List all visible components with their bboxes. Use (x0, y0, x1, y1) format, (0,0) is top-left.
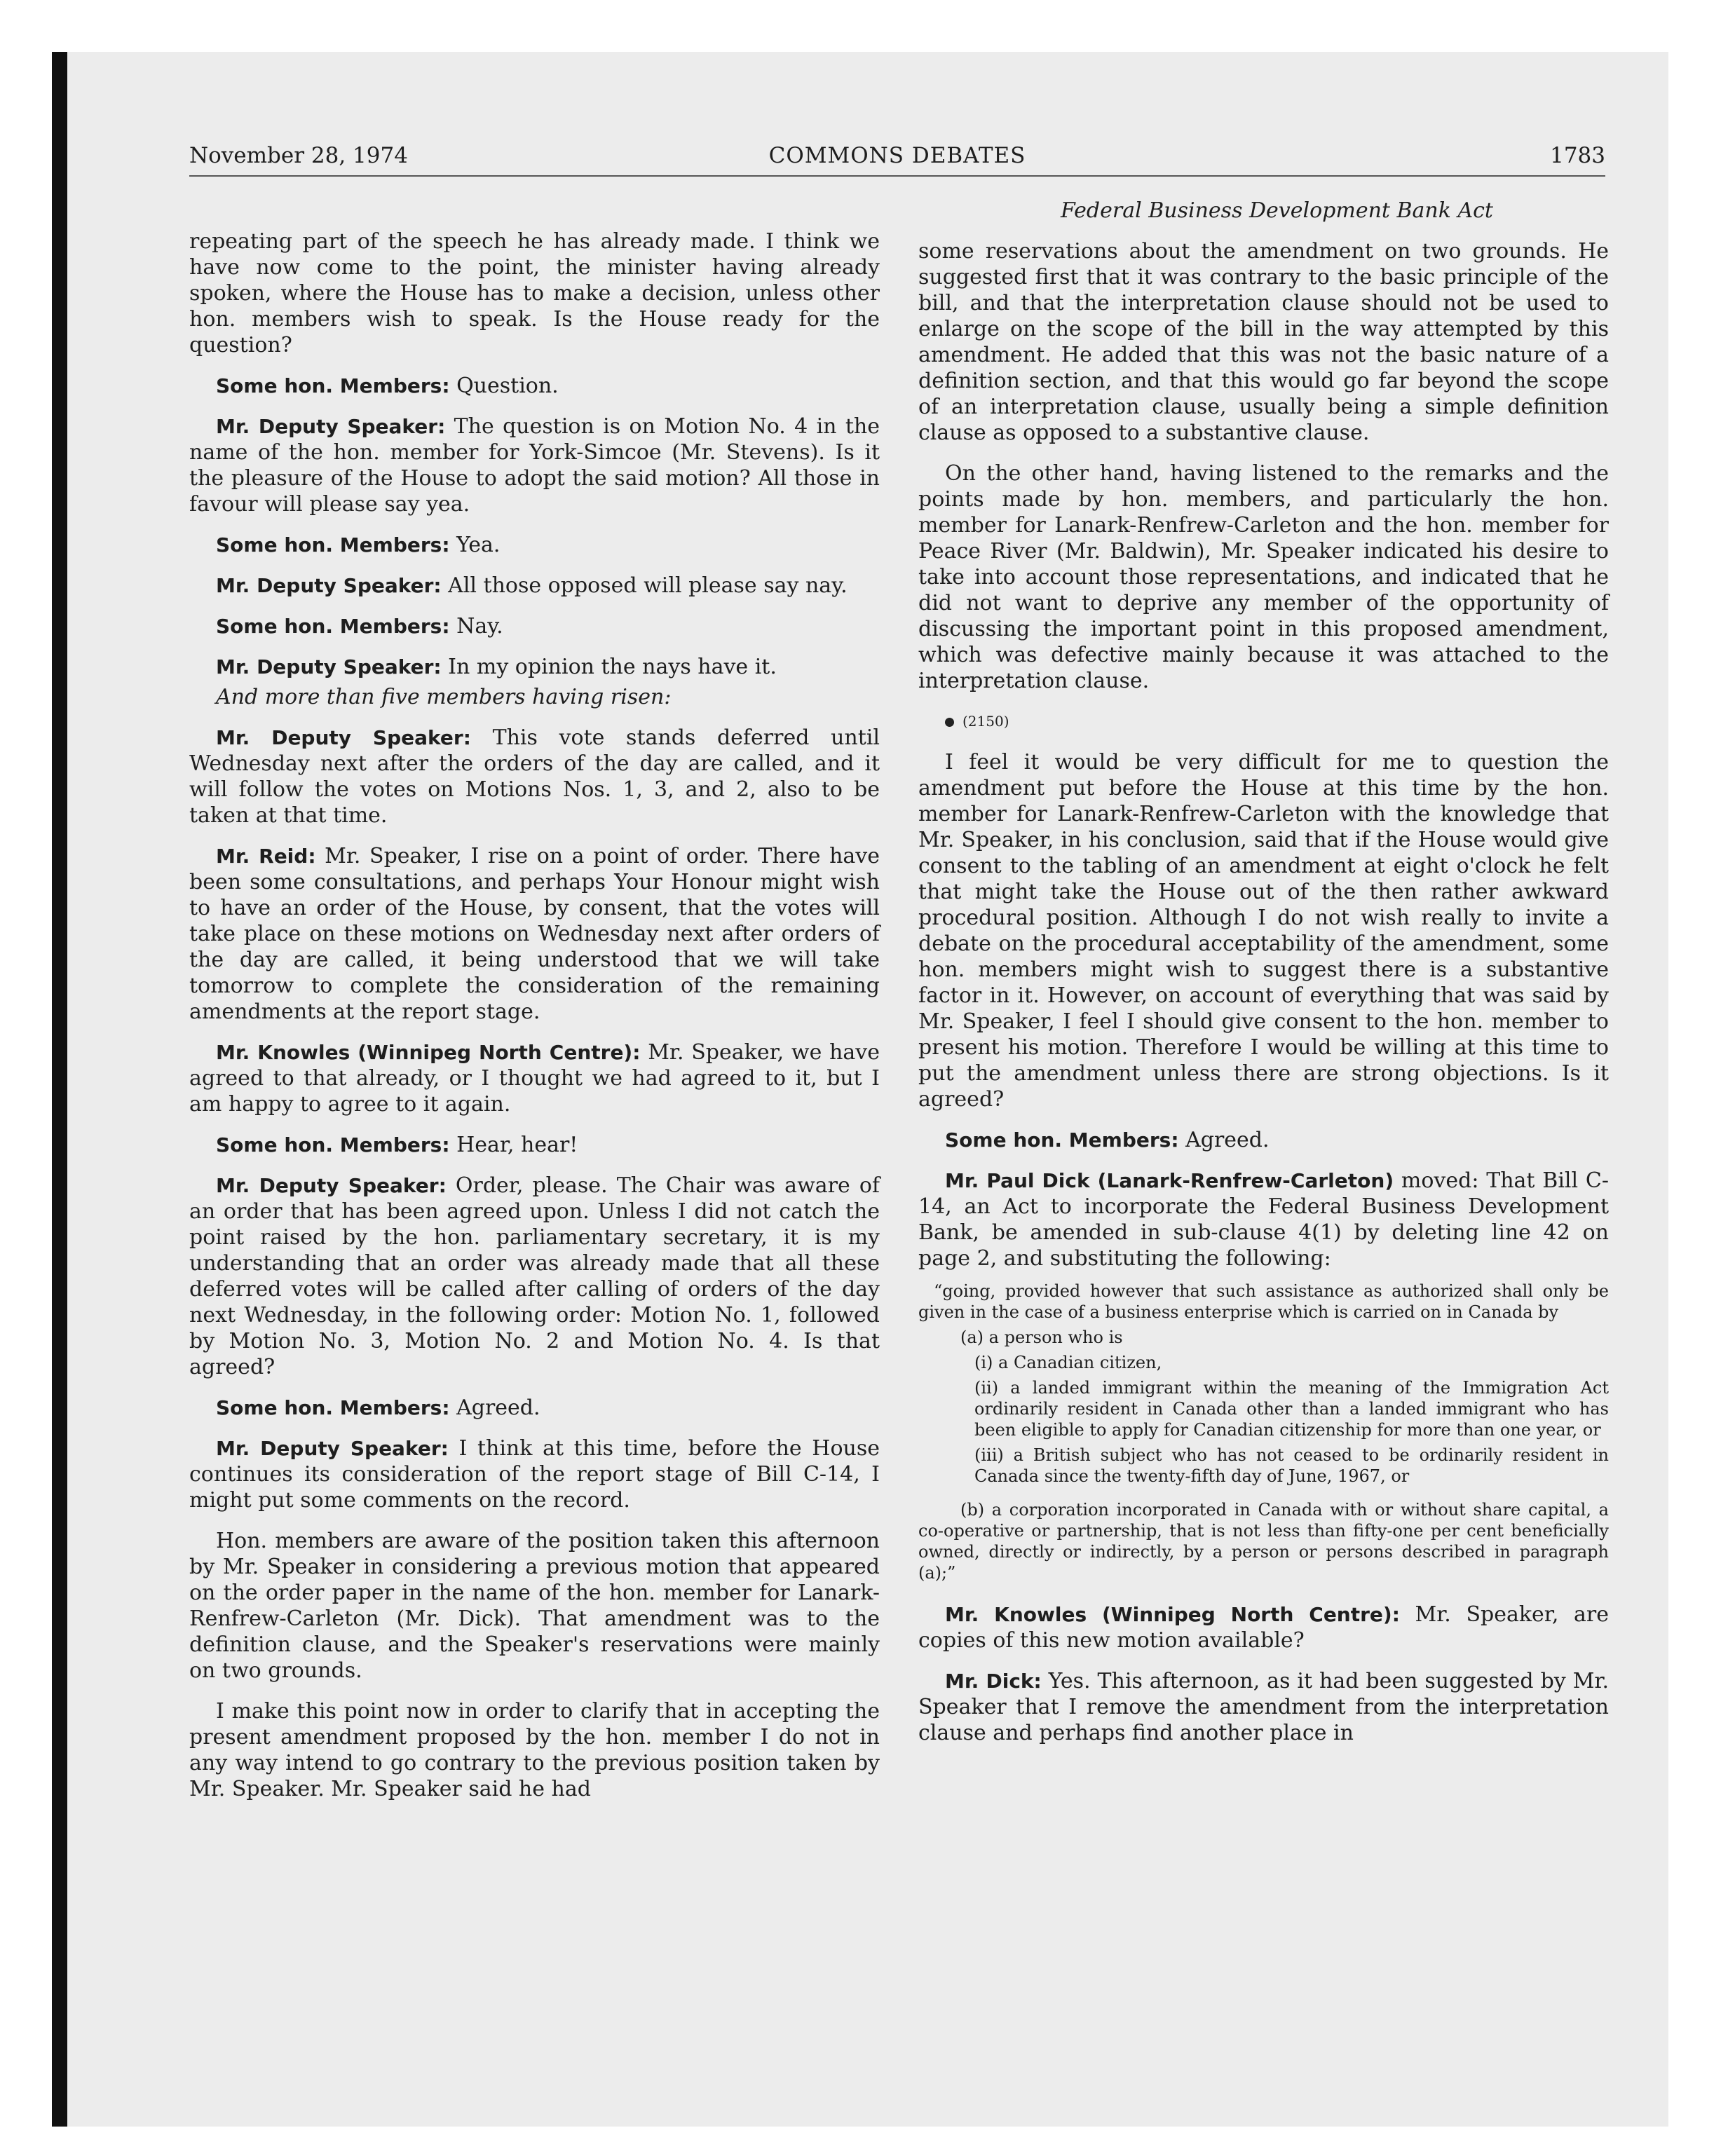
speaker-name: Some hon. Members: (216, 1396, 450, 1419)
speaker-name: Mr. Knowles (Winnipeg North Centre): (216, 1041, 641, 1064)
paragraph (189, 1173, 880, 1380)
speaker-name: Mr. Deputy Speaker: (216, 1174, 447, 1197)
paragraph: some reservations about the amendment on two grounds. He suggested first that it was contrary to the basic principle of the bill, and that the interpretation clause should not be used to enlarge on the scope of the bill in the way attempted by this amendment. He added that this was not the basic nature of a definition section, and that this would go far beyond the scope of an interpretation clause, usually being a simple definition clause as opposed to a substantive clause. (918, 239, 1609, 445)
section-title: Federal Business Development Bank Act (1061, 198, 1493, 223)
speaker-name: Some hon. Members: (945, 1128, 1179, 1152)
paragraph: On the other hand, having listened to the remarks and the points made by hon. members, and particularly the hon. member for Lanark-Renfrew-Carleton and the hon. member for Peace River (Mr. Baldwin), Mr. Speaker indicated his desire to take into account those representations, and indicated that he did not want to deprive any member of the opportunity of discussing the important point in this proposed amendment, which was defective mainly because it was attached to the interpretation clause. (918, 461, 1609, 693)
paragraph (189, 843, 880, 1025)
speech-text: Yes. This afternoon, as it had been suggested by Mr. Speaker that I remove the amendment from the interpretation clause and perhaps find another place in (918, 1669, 1609, 1745)
speech-text: In my opinion the nays have it. (441, 655, 777, 679)
amendment-quote (918, 1281, 1609, 1583)
speaker-name: Mr. Knowles (Winnipeg North Centre): (945, 1603, 1400, 1626)
paragraph: I feel it would be very difficult for me to question the amendment put before the House at this time by the hon. member for Lanark-Renfrew-Carleton with the knowledge that Mr. Speaker, in his conclusion, said that if the House would give consent to the tabling of an amendment at eight o'clock he felt that might take the House out of the then rather awkward procedural position. Although I do not wish really to invite a debate on the procedural acceptability of the amendment, some hon. members might wish to suggest there is a substantive factor in it. However, on account of everything that was said by Mr. Speaker, I feel I should give consent to the hon. member to present his motion. Therefore I would be willing at this time to put the amendment unless there are strong objections. Is it agreed? (918, 750, 1609, 1112)
speech-text: Hear, hear! (449, 1133, 578, 1157)
speech-text: Agreed. (1178, 1128, 1270, 1152)
speech-text: All those opposed will please say nay. (441, 573, 848, 598)
speaker-name: Mr. Reid: (216, 845, 316, 868)
header-title: COMMONS DEBATES (768, 143, 1026, 168)
paragraph (189, 373, 880, 399)
paragraph (189, 532, 880, 558)
speech-text: moved: That Bill C-14, an Act to incorporate the Federal Business Development Bank, be amended in sub-clause 4(1) by deleting line 42 on page 2, and substituting the following: (918, 1168, 1609, 1271)
header-page-number: 1783 (1550, 143, 1605, 168)
paragraph (189, 654, 880, 680)
speech-text: I think at this time, before the House continues its consideration of the report stage of Bill C-14, I might put some comments on the record. (189, 1436, 880, 1513)
paragraph: I make this point now in order to clarify that in accepting the present amendment proposed by the hon. member I do not in any way intend to go contrary to the previous position taken by Mr. Speaker. Mr. Speaker said he had (189, 1699, 880, 1801)
quote-subclause-i: (i) a Canadian citizen, (974, 1353, 1162, 1372)
paragraph (189, 1039, 880, 1117)
speech-text: Mr. Speaker, we have agreed to that already, or I thought we had agreed to it, but I am happy to agree to it again. (189, 1040, 880, 1117)
paragraph (189, 1132, 880, 1158)
speech-text: Order, please. The Chair was aware of an order that has been agreed upon. Unless I did not catch the point raised by the hon. parliamentary secretary, it is my understanding that an order was already made that all these deferred votes will be called after calling of orders of the day next Wednesday, in the following order: Motion No. 1, followed by Motion No. 3, Motion No. 2 and Motion No. 4. Is that agreed? (189, 1173, 880, 1379)
paragraph (189, 1395, 880, 1421)
speech-text: Agreed. (449, 1396, 540, 1420)
speaker-name: Mr. Deputy Speaker: (216, 655, 442, 678)
speaker-name: Some hon. Members: (216, 615, 450, 638)
paragraph (189, 725, 880, 828)
paragraph (189, 613, 880, 639)
speaker-name: Some hon. Members: (216, 1133, 450, 1157)
speaker-name: Mr. Deputy Speaker: (216, 726, 471, 749)
speaker-name: Some hon. Members: (216, 374, 450, 397)
paragraph (189, 573, 880, 599)
quote-clause-b: (b) a corporation incorporated in Canada with or without share capital, a co-operative or partnership, that is not less than fifty-one per cent beneficially owned, directly or indirectly, by a person or persons described in paragraph (a);” (918, 1500, 1609, 1583)
left-column (189, 228, 880, 1817)
paragraph: repeating part of the speech he has already made. I think we have now come to the point, the minister having already spoken, where the House has to make a decision, unless other hon. members wish to speak. Is the House ready for the question? (189, 229, 880, 357)
speaker-name: Some hon. Members: (216, 533, 450, 557)
speech-text: This vote stands deferred until Wednesday next after the orders of the day are called, and it will follow the votes on Motions Nos. 1, 3, and 2, also to be taken at that time. (189, 725, 880, 828)
time-marker-text: (2150) (962, 713, 1009, 730)
time-marker (918, 709, 1609, 735)
speech-text: Mr. Speaker, are copies of this new motion available? (918, 1602, 1609, 1653)
speech-text: Mr. Speaker, I rise on a point of order. There have been some consultations, and perhaps Your Honour might wish to have an order of the House, by consent, that the votes will take place on these motions on Wednesday next after orders of the day are called, it being understood that we will take tomorrow to complete the consideration of the remaining amendments at the report stage. (189, 844, 880, 1024)
speaker-name: Mr. Deputy Speaker: (216, 1437, 449, 1460)
paragraph (918, 1668, 1609, 1746)
speech-text: The question is on Motion No. 4 in the name of the hon. member for York-Simcoe (Mr. Stevens). Is it the pleasure of the House to adopt the said motion? All those in favour will please say yea. (189, 414, 880, 517)
bullet-dot-icon (945, 718, 954, 727)
procedural-note: And more than five members having risen: (216, 685, 672, 709)
speaker-name: Mr. Dick: (945, 1670, 1042, 1693)
paragraph (918, 1602, 1609, 1653)
quote-subclause-ii: (ii) a landed immigrant within the meaning of the Immigration Act ordinarily resident in Canada other than a landed immigrant who has been eligible to apply for Canadian citizenship for more than one year, or (974, 1378, 1609, 1440)
speech-text: Nay. (449, 614, 503, 639)
paragraph (189, 414, 880, 517)
quote-clause-a: (a) a person who is (960, 1328, 1123, 1347)
quote-intro: “going, provided however that such assistance as authorized shall only be given in the case of a business enterprise which is carried on in Canada by (918, 1281, 1609, 1322)
speech-text: Question. (449, 374, 559, 398)
right-column (918, 198, 1609, 1761)
quote-subclause-iii: (iii) a British subject who has not ceased to be ordinarily resident in Canada since the twenty-fifth day of June, 1967, or (974, 1445, 1609, 1486)
running-header (189, 139, 1605, 177)
header-date: November 28, 1974 (189, 143, 408, 168)
speech-text: Yea. (449, 533, 501, 557)
paragraph (918, 1127, 1609, 1153)
paragraph (918, 1168, 1609, 1271)
speaker-name: Mr. Paul Dick (Lanark-Renfrew-Carleton) (945, 1169, 1394, 1192)
speaker-name: Mr. Deputy Speaker: (216, 574, 442, 597)
paragraph: Hon. members are aware of the position taken this afternoon by Mr. Speaker in considering a previous motion that appeared on the order paper in the name of the hon. member for Lanark-Renfrew-Carleton (Mr. Dick). That amendment was to the definition clause, and the Speaker's reservations were mainly on two grounds. (189, 1529, 880, 1683)
speaker-name: Mr. Deputy Speaker: (216, 415, 446, 438)
paragraph (189, 1435, 880, 1513)
